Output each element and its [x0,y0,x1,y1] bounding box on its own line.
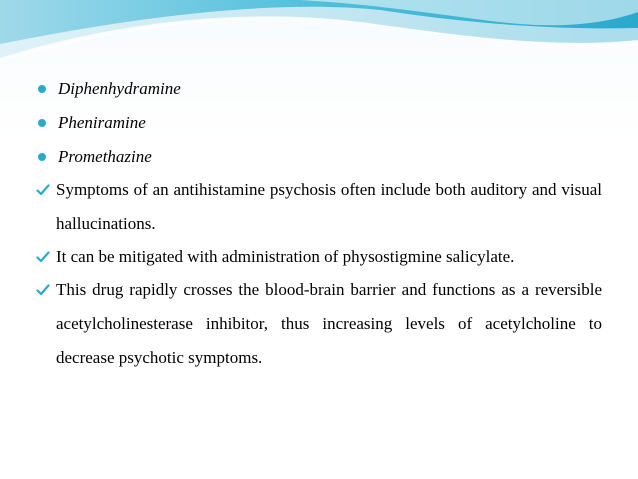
wave-decoration-icon [0,0,638,80]
check-mark-icon [36,183,50,197]
check-mark-icon [36,250,50,264]
list-item [36,240,602,274]
bullet-list [36,72,602,375]
list-item [36,106,602,140]
circle-bullet-icon [38,153,46,161]
circle-bullet-icon [38,119,46,127]
list-item [36,140,602,174]
list-item-text: Diphenhydramine [58,79,181,98]
list-item [36,273,602,375]
list-item-text: It can be mitigated with administration of physostigmine salicylate. [56,247,515,266]
list-item [36,72,602,106]
list-item [36,173,602,241]
list-item-text: Pheniramine [58,113,146,132]
circle-bullet-icon [38,85,46,93]
list-item-text: Symptoms of an antihistamine psychosis often include both auditory and visual hallucinations. [56,180,602,233]
list-item-text: This drug rapidly crosses the blood-brain barrier and functions as a reversible acetylcholinesterase inhibitor, thus increasing levels of acetylcholine to decrease psychotic symptoms. [56,280,602,367]
list-item-text: Promethazine [58,147,152,166]
check-mark-icon [36,283,50,297]
